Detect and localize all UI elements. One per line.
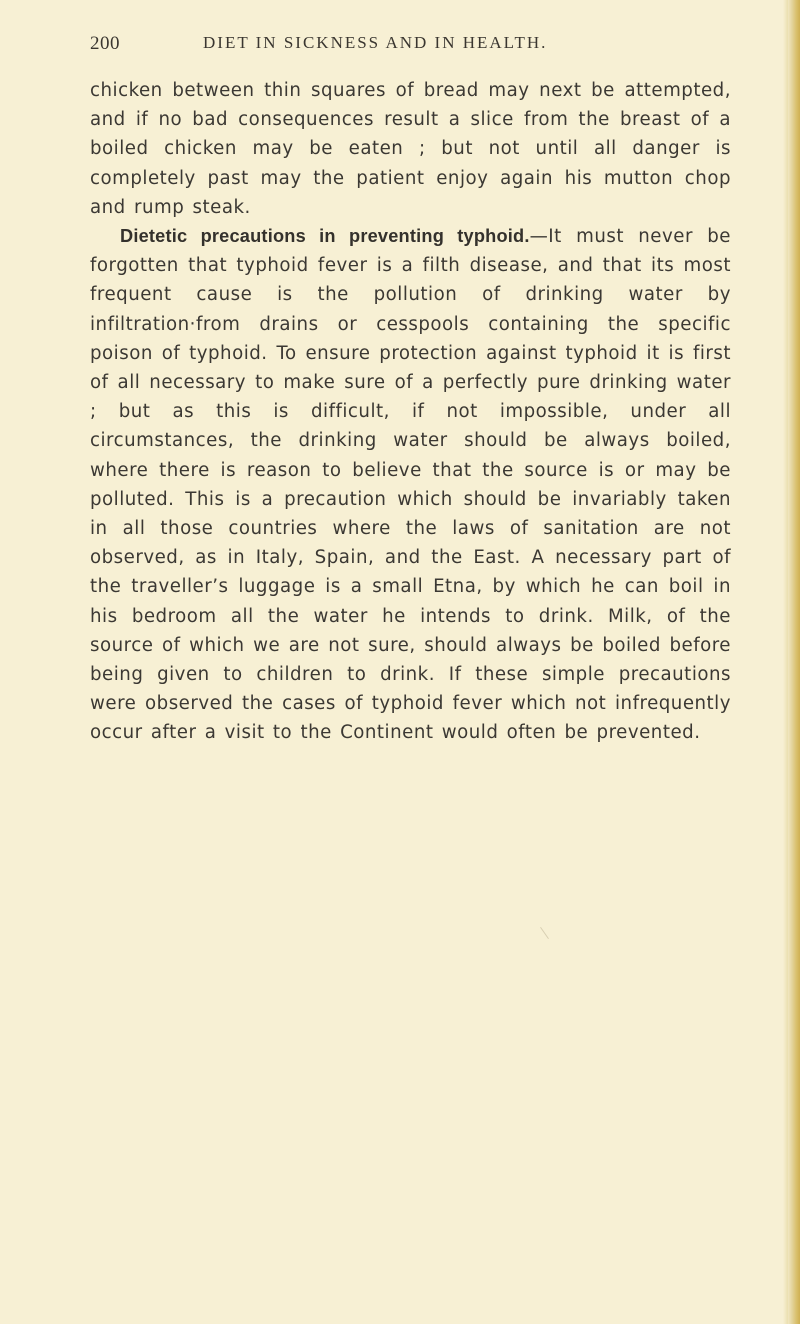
running-header — [90, 33, 730, 57]
running-title: DIET IN SICKNESS AND IN HEALTH. — [203, 33, 548, 52]
page-edge — [788, 0, 800, 1324]
typhoid-paragraph — [90, 222, 731, 748]
page-number: 200 — [90, 33, 120, 54]
body-text — [90, 76, 731, 748]
section-heading: Dietetic precautions in preventing typhoid. — [120, 226, 530, 247]
continuation-paragraph: chicken between thin squares of bread may next be attempted, and if no bad consequences result a slice from the breast of a boiled chicken may be eaten ; but not until all danger is completely past may the patient enjoy again his mutton chop and rump steak. — [90, 80, 731, 218]
paper-mark — [540, 927, 549, 939]
section-text: —It must never be forgotten that typhoid fever is a filth disease, and that its most frequent cause is the pollution of drinking water by infiltration·from drains or cesspools containing the specific poison of typhoid. To ensure protection against typhoid it is first of all necessary to make sure of a perfectly pure drinking water ; but as this is difficult, if not impossible, under all circumstances, the drinking water should be always boiled, where there is reason to believe that the source is or may be polluted. This is a precaution which should be invariably taken in all those countries where the laws of sanitation are not observed, as in Italy, Spain, and the East. A necessary part of the traveller’s luggage is a small Etna, by which he can boil in his bedroom all the water he intends to drink. Milk, of the source of which we are not sure, should always be boiled before being given to children to drink. If these simple precautions were observed the cases of typhoid fever which not infrequently occur after a visit to the Continent would often be prevented. — [90, 226, 731, 744]
